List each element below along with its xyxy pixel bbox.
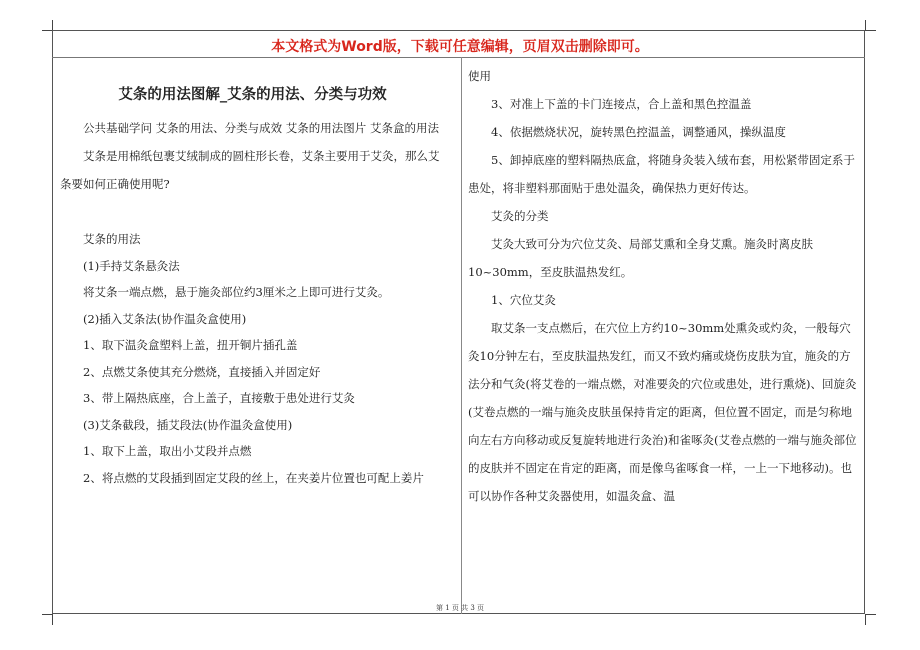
paragraph: 公共基础学问 艾条的用法、分类与成效 艾条的用法图片 艾条盒的用法 <box>83 121 439 135</box>
list-item: 3、对准上下盖的卡门连接点，合上盖和黑色控温盖 <box>491 97 752 111</box>
paragraph: 艾灸大致可分为穴位艾灸、局部艾熏和全身艾熏。施灸时离皮肤10~30mm，至皮肤温热发红。 <box>468 237 813 279</box>
list-item: 3、带上隔热底座，合上盖子，直接敷于患处进行艾灸 <box>83 391 355 405</box>
list-item: 将艾条一端点燃，悬于施灸部位约3厘米之上即可进行艾灸。 <box>83 285 390 299</box>
crop-mark-bottom-left <box>42 614 53 625</box>
list-item: 1、取下温灸盒塑料上盖，扭开铜片插孔盖 <box>83 338 298 352</box>
list-item: (2)插入艾条法(协作温灸盒使用) <box>83 311 247 326</box>
spacer <box>60 198 445 226</box>
paragraph: 取艾条一支点燃后，在穴位上方约10~30mm处熏灸或灼灸，一般每穴灸10分钟左右，至皮肤温热发红，而又不致灼痛或烧伤皮肤为宜，施灸的方法分和气灸(将艾卷的一端点燃，对准要灸的穴位或患处，进行熏烧)、回旋灸(艾卷点燃的一端与施灸皮肤虽保持肯定的距离，但位置不固定，而是匀称地向左右方向移动或反复旋转地进行灸治)和雀啄灸(艾卷点燃的一端与施灸部位的皮肤并不固定在肯定的距离，而是像鸟雀啄食一样，一上一下地移动)。也可以协作各种艾灸器使用，如温灸盒、温 <box>468 321 857 503</box>
list-item: 1、取下上盖，取出小艾段并点燃 <box>83 444 252 458</box>
paragraph-continuation: 使用 <box>468 69 491 83</box>
list-item: 2、点燃艾条使其充分燃烧，直接插入并固定好 <box>83 364 321 379</box>
document-title: 艾条的用法图解_艾条的用法、分类与功效 <box>118 87 387 103</box>
list-item: 2、将点燃的艾段插到固定艾段的丝上，在夹姜片位置也可配上姜片 <box>83 470 424 485</box>
right-column <box>468 62 860 510</box>
list-item: 5、卸掉底座的塑料隔热底盒，将随身灸装入绒布套，用松紧带固定系于患处，将非塑料那面贴于患处温灸，确保热力更好传达。 <box>468 153 855 195</box>
subsection-heading: 1、穴位艾灸 <box>491 293 556 307</box>
header-banner[interactable]: 本文格式为Word版，下载可任意编辑，页眉双击删除即可。 <box>271 39 649 55</box>
list-item: (1)手持艾条悬灸法 <box>83 258 180 273</box>
section-heading: 艾灸的分类 <box>491 209 549 223</box>
page-number: 第 1 页 共 3 页 <box>435 604 485 612</box>
list-item: (3)艾条截段，插艾段法(协作温灸盒使用) <box>83 417 293 432</box>
crop-mark-bottom-right <box>865 614 876 625</box>
left-column <box>60 80 445 491</box>
list-item: 4、依据燃烧状况，旋转黑色控温盖，调整通风，操纵温度 <box>491 125 786 139</box>
crop-mark-top-right <box>865 20 876 31</box>
header-rule <box>52 57 865 58</box>
section-heading: 艾条的用法 <box>83 232 141 246</box>
paragraph: 艾条是用棉纸包裹艾绒制成的圆柱形长卷，艾条主要用于艾灸，那么艾条要如何正确使用呢? <box>60 149 440 191</box>
column-divider <box>461 57 462 614</box>
